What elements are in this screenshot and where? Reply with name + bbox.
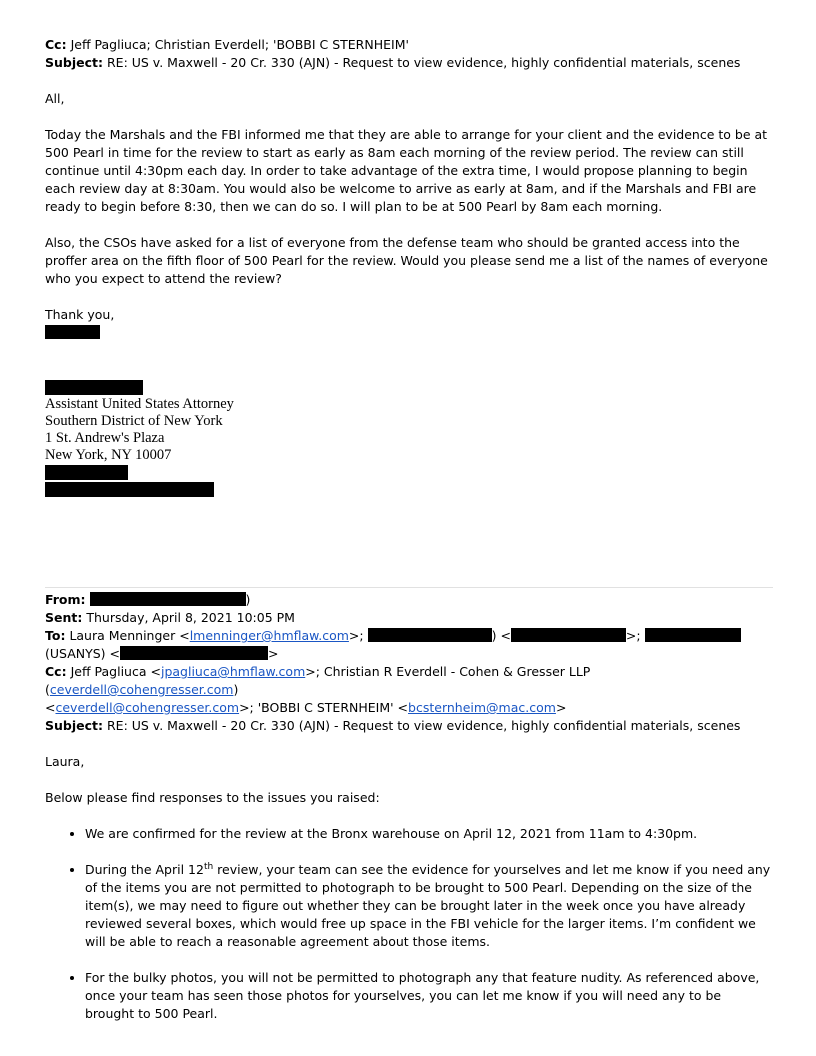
- list-item: • We are confirmed for the review at the Bronx warehouse on April 12, 2021 from 11am to 4:30pm.: [85, 825, 773, 843]
- to-sep-2: ) <: [491, 628, 511, 643]
- original-greeting: Laura,: [45, 754, 85, 769]
- response-list: [45, 825, 773, 1023]
- subject-line-2: [45, 717, 773, 735]
- email-link-bcsternheim[interactable]: bcsternheim@mac.com: [408, 700, 556, 715]
- bullet2-text-b: review, your team can see the evidence for yourselves and let me know if you need any of the items you are not permitted to photograph to be brought to 500 Pearl. Depending on the size of the item(s), we may need to figure out whether they can be brought later in the week once you have already reviewed several boxes, which would free up space in the FBI vehicle for the larger items. I’m confident we will be able to reach a reasonable agreement about those items.: [85, 862, 771, 949]
- redacted-name-1: [45, 325, 100, 339]
- subject-label: Subject:: [45, 55, 103, 70]
- redacted-email: [45, 482, 214, 497]
- list-item: • For the bulky photos, you will not be permitted to photograph any that feature nudity. As referenced above, once your team has seen those photos for yourselves, you can let me know if you will need any to be brought to 500 Pearl.: [85, 969, 773, 1023]
- email-link-ceverdell-2[interactable]: ceverdell@cohengresser.com: [55, 700, 240, 715]
- cc-value: Jeff Pagliuca; Christian Everdell; 'BOBBI C STERNHEIM': [70, 37, 409, 52]
- to-sep-3: >;: [625, 628, 641, 643]
- cc-close-2: ): [233, 682, 239, 697]
- redacted-recipient-1: [368, 628, 492, 642]
- cc-label: Cc:: [45, 37, 67, 52]
- sent-line: [45, 609, 773, 627]
- to-line: [45, 627, 773, 645]
- email-document: [45, 36, 773, 1041]
- message-divider: [45, 587, 773, 588]
- reply-paragraph-1: Today the Marshals and the FBI informed me that they are able to arrange for your client and the evidence to be at 500 Pearl in time for the review to start as early as 8am each morning of the review period. The review can still continue until 4:30pm each day. In order to take advantage of the extra time, I would propose planning to begin each review day at 8:30am. You would also be welcome to arrive as early at 8am, and if the Marshals and FBI are ready to begin before 8:30, then we can do so. I will plan to be at 500 Pearl by 8am each morning.: [45, 127, 768, 214]
- reply-paragraph-2: Also, the CSOs have asked for a list of everyone from the defense team who should be granted access into the proffer area on the fifth floor of 500 Pearl for the review. Would you please send me a list of the names of everyone who you expect to attend the review?: [45, 235, 768, 286]
- signature-office: Southern District of New York: [45, 413, 223, 429]
- redacted-phone: [45, 465, 128, 480]
- reply-closing: Thank you,: [45, 307, 115, 322]
- bullet2-sup: th: [203, 861, 214, 872]
- original-header: [45, 591, 773, 735]
- sent-value: Thursday, April 8, 2021 10:05 PM: [86, 610, 295, 625]
- to-usanys: (USANYS) <: [45, 646, 120, 661]
- email-link-lmenninger[interactable]: lmenninger@hmflaw.com: [189, 628, 349, 643]
- reply-greeting: All,: [45, 91, 65, 106]
- redacted-name-2: [45, 380, 143, 395]
- to-end: >: [268, 646, 279, 661]
- list-item: [85, 861, 773, 951]
- signature-block: [45, 396, 773, 464]
- top-cc-line: [45, 36, 773, 54]
- bullet2-text-a: During the April 12: [85, 862, 204, 877]
- cc-end: >: [555, 700, 567, 715]
- subject-label-2: Subject:: [45, 718, 103, 733]
- top-subject-line: [45, 54, 773, 72]
- email-link-jpagliuca[interactable]: jpagliuca@hmflaw.com: [160, 664, 306, 679]
- from-line: [45, 591, 773, 609]
- from-label: From:: [45, 592, 86, 607]
- redacted-recipient-2-email: [120, 646, 268, 660]
- cc-open-3: <: [45, 700, 56, 715]
- to-label: To:: [45, 628, 66, 643]
- redacted-recipient-2: [645, 628, 741, 642]
- email-link-ceverdell[interactable]: ceverdell@cohengresser.com: [49, 682, 234, 697]
- to-name-1: Laura Menninger <: [69, 628, 190, 643]
- signature-address-1: 1 St. Andrew's Plaza: [45, 430, 165, 446]
- cc-label-2: Cc:: [45, 664, 67, 679]
- from-tail: ): [245, 592, 251, 607]
- redacted-sender: [90, 592, 246, 606]
- to-sep-1: >;: [348, 628, 364, 643]
- cc-name-4: >; 'BOBBI C STERNHEIM' <: [239, 700, 409, 715]
- cc-line-2: [45, 699, 773, 717]
- sent-label: Sent:: [45, 610, 83, 625]
- to-line-2: [45, 645, 773, 663]
- cc-name-2: >; Christian R Everdell - Cohen & Gresser LLP (: [45, 664, 591, 697]
- cc-name-1: Jeff Pagliuca <: [70, 664, 161, 679]
- original-intro: Below please find responses to the issues you raised:: [45, 790, 380, 805]
- cc-line: [45, 663, 773, 699]
- signature-address-2: New York, NY 10007: [45, 447, 172, 463]
- subject-value: RE: US v. Maxwell - 20 Cr. 330 (AJN) - Request to view evidence, highly confidential materials, scenes: [106, 55, 741, 70]
- signature-title: Assistant United States Attorney: [45, 396, 234, 412]
- redacted-recipient-1-email: [511, 628, 626, 642]
- subject-value-2: RE: US v. Maxwell - 20 Cr. 330 (AJN) - Request to view evidence, highly confidential materials, scenes: [106, 718, 741, 733]
